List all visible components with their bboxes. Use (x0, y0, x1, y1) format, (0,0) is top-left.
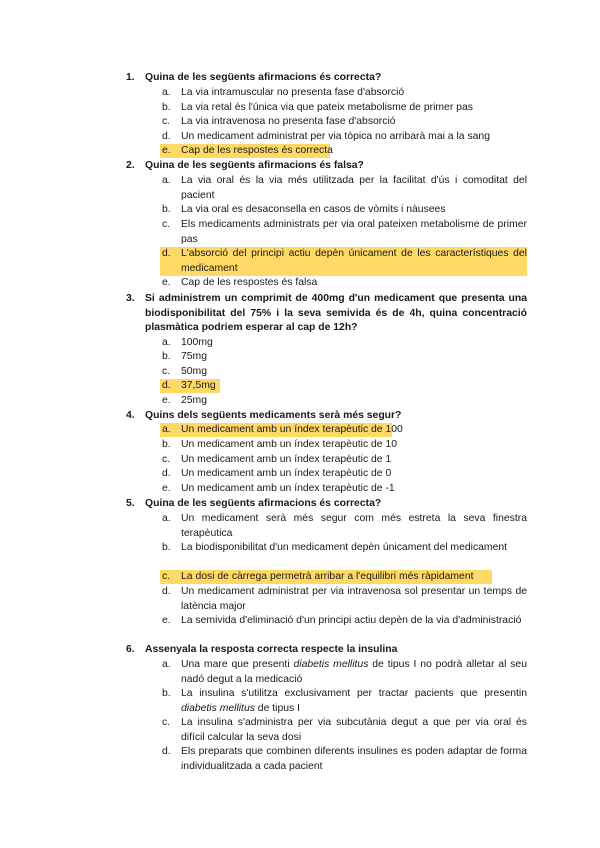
option-letter: a. (162, 513, 171, 524)
option-letter: e. (162, 395, 171, 406)
question-4 (126, 409, 527, 424)
option-text: La via retal és l'única via que pateix metabolisme de primer pas (181, 102, 473, 113)
option-letter: b. (162, 542, 171, 553)
question-number: 6. (126, 644, 135, 655)
option-text: Un medicament amb un índex terapèutic de -1 (181, 483, 395, 494)
option-text-post: de tipus I (254, 702, 300, 714)
option-letter: b. (162, 351, 171, 362)
question-3 (126, 292, 527, 336)
option-text: La dosi de càrrega permetrà arribar a l'equilibri més ràpidament (181, 571, 474, 582)
option-text: La via oral és la via més utilitzada per la facilitat d'ús i comoditat del pacient (181, 175, 527, 201)
question-2 (126, 159, 527, 174)
option-2a (162, 174, 527, 203)
question-number: 4. (126, 410, 135, 421)
question-number: 3. (126, 293, 135, 304)
option-1e-correct (162, 144, 527, 159)
option-letter: b. (162, 102, 171, 113)
option-5c-correct (162, 570, 527, 585)
option-letter: e. (162, 483, 171, 494)
option-letter: c. (162, 116, 171, 127)
question-text: Quins dels següents medicaments serà més segur? (145, 410, 402, 421)
option-text: La semivida d'eliminació d'un principi actiu depèn de la via d'administració (181, 615, 522, 626)
option-5b (162, 541, 527, 556)
option-letter: d. (162, 248, 171, 259)
option-text: L'absorció del principi actiu depèn únicament de les característiques del medicament (181, 248, 527, 274)
question-text: Quina de les següents afirmacions és falsa? (145, 160, 364, 171)
option-text: Els medicaments administrats per via oral pateixen metabolisme de primer pas (181, 219, 527, 245)
option-1d (162, 130, 527, 145)
option-4a-correct (162, 423, 527, 438)
option-letter: b. (162, 439, 171, 450)
option-5e (162, 614, 527, 629)
option-1c (162, 115, 527, 130)
option-text: La via intravenosa no presenta fase d'absorció (181, 116, 396, 127)
option-text: Cap de les respostes és correcta (181, 145, 333, 156)
option-text: Un medicament amb un índex terapèutic de 0 (181, 468, 392, 479)
option-letter: d. (162, 380, 171, 391)
option-4e (162, 482, 527, 497)
question-text: Quina de les següents afirmacions és correcta? (145, 72, 382, 83)
option-2b (162, 203, 527, 218)
option-text: La via oral es desaconsella en casos de vòmits i nàusees (181, 204, 446, 215)
option-letter: b. (162, 688, 171, 699)
option-letter: a. (162, 424, 171, 435)
option-text: Un medicament administrat per via tòpica no arribarà mai a la sang (181, 131, 490, 142)
question-number: 5. (126, 498, 135, 509)
option-text: 50mg (181, 366, 207, 377)
question-number: 2. (126, 160, 135, 171)
option-3a (162, 336, 527, 351)
option-text: La insulina s'administra per via subcutània degut a que per via oral és difícil calcular la seva dosi (181, 717, 527, 743)
option-letter: d. (162, 131, 171, 142)
option-text: La via intramuscular no presenta fase d'absorció (181, 87, 405, 98)
option-letter: c. (162, 454, 171, 465)
question-1 (126, 71, 527, 86)
option-text: Cap de les respostes és falsa (181, 277, 318, 288)
option-text-pre: La insulina s'utilitza exclusivament per tractar pacients que presentin (181, 688, 527, 699)
option-text: Un medicament administrat per via intravenosa sol presentar un temps de latència major (181, 586, 527, 612)
option-letter: d. (162, 468, 171, 479)
option-5a (162, 512, 527, 541)
option-letter: e. (162, 277, 171, 288)
option-2e (162, 276, 527, 291)
option-6d (162, 745, 527, 774)
option-text: Un medicament amb un índex terapèutic de 1 (181, 454, 392, 465)
option-letter: e. (162, 615, 171, 626)
option-letter: a. (162, 87, 171, 98)
option-text: La biodisponibilitat d'un medicament depèn únicament del medicament (181, 542, 508, 553)
option-letter: a. (162, 659, 171, 670)
option-4d (162, 467, 527, 482)
option-2c (162, 218, 527, 247)
option-text: 37,5mg (181, 380, 216, 391)
option-6a (162, 658, 527, 687)
option-2d-correct (162, 247, 527, 276)
option-text: Un medicament serà més segur com més estreta la seva finestra terapèutica (181, 513, 527, 539)
option-text: Els preparats que combinen diferents insulines es poden adaptar de forma individualitzada a cada pacient (181, 746, 527, 772)
option-text: Un medicament amb un índex terapèutic de 10 (181, 439, 398, 450)
question-5 (126, 497, 527, 512)
option-letter: d. (162, 586, 171, 597)
question-number: 1. (126, 72, 135, 83)
option-letter: a. (162, 175, 171, 186)
option-text-italic: diabetis mellitus (293, 659, 369, 670)
option-letter: e. (162, 145, 171, 156)
question-text: Si administrem un comprimit de 400mg d'un medicament que presenta una biodisponibilitat del 75% i la seva semivida és de 4h, quina concentració plasmàtica podriem esperar al cap de 12h? (145, 293, 527, 333)
option-3c (162, 365, 527, 380)
option-6c (162, 716, 527, 745)
option-3b (162, 350, 527, 365)
option-letter: d. (162, 746, 171, 757)
option-text: Un medicament amb un índex terapèutic de 100 (181, 424, 403, 435)
option-letter: c. (162, 219, 171, 230)
option-1a (162, 86, 527, 101)
option-4b (162, 438, 527, 453)
option-letter: b. (162, 204, 171, 215)
question-6 (126, 643, 527, 658)
option-text: 25mg (181, 395, 207, 406)
option-text-pre: Una mare que presenti (181, 659, 294, 670)
option-4c (162, 453, 527, 468)
option-letter: c. (162, 717, 171, 728)
option-5d (162, 585, 527, 614)
option-text: 75mg (181, 351, 207, 362)
option-1b (162, 101, 527, 116)
option-3d-correct (162, 379, 527, 394)
option-text-italic: diabetis mellitus (181, 702, 255, 714)
question-text: Quina de les següents afirmacions és correcta? (145, 498, 382, 509)
question-text: Assenyala la resposta correcta respecte la insulina (145, 644, 398, 655)
option-text: 100mg (181, 337, 213, 348)
option-letter: c. (162, 571, 171, 582)
option-letter: c. (162, 366, 171, 377)
option-letter: a. (162, 337, 171, 348)
option-6b (162, 687, 527, 716)
option-3e (162, 394, 527, 409)
option-text-post: de tipus I no podrà alletar al seu nadó degut a la medicació (181, 659, 527, 685)
